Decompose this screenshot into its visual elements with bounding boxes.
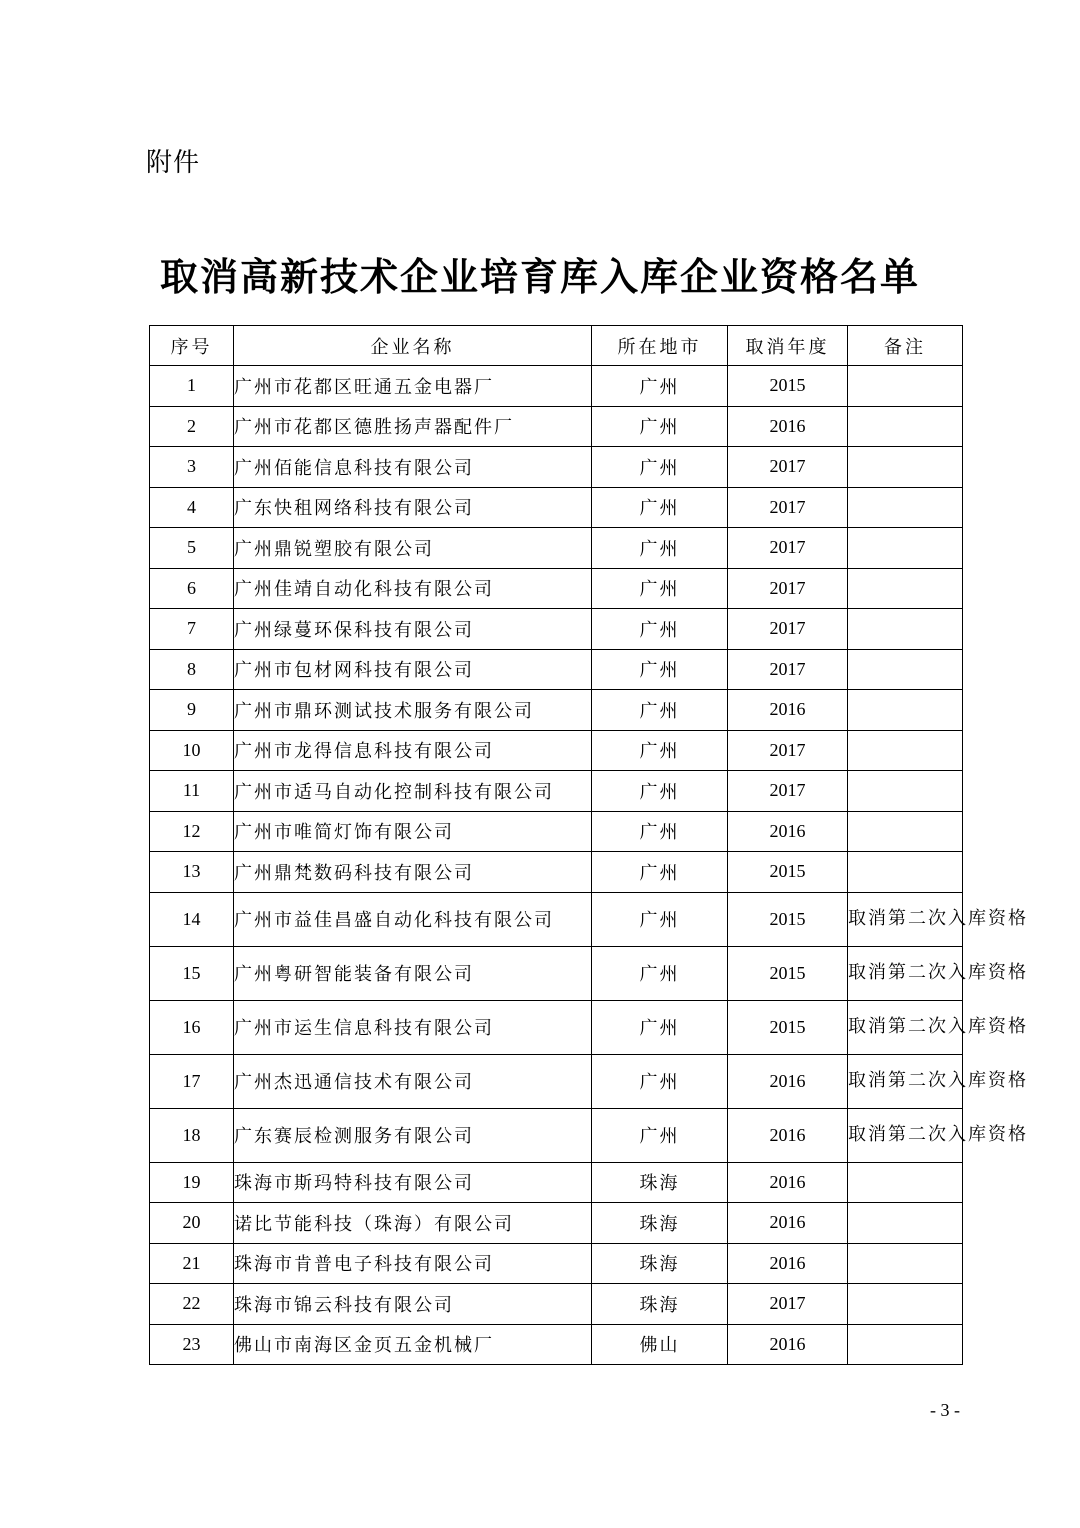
cell-year: 2017 — [728, 528, 848, 569]
cell-note — [848, 690, 963, 731]
cell-no: 8 — [150, 649, 234, 690]
cell-no: 20 — [150, 1203, 234, 1244]
cell-company-name: 广州市适马自动化控制科技有限公司 — [234, 771, 592, 812]
cell-note — [848, 1324, 963, 1365]
cell-city: 广州 — [592, 528, 728, 569]
cell-company-name: 珠海市锦云科技有限公司 — [234, 1284, 592, 1325]
cell-note: 取消第二次入库资格 — [848, 1054, 963, 1108]
cell-city: 广州 — [592, 892, 728, 946]
cell-year: 2015 — [728, 366, 848, 407]
table-row — [150, 771, 963, 812]
cell-note: 取消第二次入库资格 — [848, 1108, 963, 1162]
cell-year: 2015 — [728, 1000, 848, 1054]
cell-no: 13 — [150, 852, 234, 893]
cell-city: 广州 — [592, 690, 728, 731]
cell-year: 2015 — [728, 852, 848, 893]
cell-no: 4 — [150, 487, 234, 528]
table-row — [150, 1108, 963, 1162]
cell-no: 21 — [150, 1243, 234, 1284]
attachment-label: 附件 — [146, 148, 201, 178]
cell-company-name: 广州市龙得信息科技有限公司 — [234, 730, 592, 771]
cell-company-name: 广州市花都区德胜扬声器配件厂 — [234, 406, 592, 447]
cell-year: 2016 — [728, 690, 848, 731]
cell-company-name: 广州市包材网科技有限公司 — [234, 649, 592, 690]
cell-company-name: 广州市益佳昌盛自动化科技有限公司 — [234, 892, 592, 946]
table-row — [150, 1324, 963, 1365]
cell-city: 广州 — [592, 447, 728, 488]
cell-company-name: 广州鼎锐塑胶有限公司 — [234, 528, 592, 569]
cell-company-name: 广州市花都区旺通五金电器厂 — [234, 366, 592, 407]
cell-year: 2016 — [728, 1162, 848, 1203]
table-row — [150, 528, 963, 569]
cell-company-name: 广州鼎梵数码科技有限公司 — [234, 852, 592, 893]
cell-year: 2016 — [728, 1108, 848, 1162]
table-row — [150, 1000, 963, 1054]
cell-note — [848, 406, 963, 447]
cell-city: 广州 — [592, 771, 728, 812]
cell-no: 11 — [150, 771, 234, 812]
cell-company-name: 广州佰能信息科技有限公司 — [234, 447, 592, 488]
cell-year: 2015 — [728, 892, 848, 946]
header-city: 所在地市 — [592, 326, 728, 366]
table-row — [150, 892, 963, 946]
table-row — [150, 1162, 963, 1203]
cell-year: 2016 — [728, 406, 848, 447]
cell-no: 19 — [150, 1162, 234, 1203]
cell-note — [848, 811, 963, 852]
header-note: 备注 — [848, 326, 963, 366]
cell-city: 珠海 — [592, 1243, 728, 1284]
cell-no: 18 — [150, 1108, 234, 1162]
cell-city: 珠海 — [592, 1203, 728, 1244]
table-row — [150, 447, 963, 488]
table-row — [150, 1284, 963, 1325]
cell-no: 12 — [150, 811, 234, 852]
company-list-table — [149, 325, 1028, 1365]
cell-company-name: 广州绿蔓环保科技有限公司 — [234, 609, 592, 650]
cell-city: 广州 — [592, 366, 728, 407]
cell-year: 2017 — [728, 1284, 848, 1325]
cell-company-name: 珠海市肯普电子科技有限公司 — [234, 1243, 592, 1284]
table-row — [150, 730, 963, 771]
cell-note: 取消第二次入库资格 — [848, 892, 963, 946]
cell-year: 2016 — [728, 1203, 848, 1244]
table-row — [150, 690, 963, 731]
cell-city: 佛山 — [592, 1324, 728, 1365]
cell-no: 7 — [150, 609, 234, 650]
cell-city: 广州 — [592, 730, 728, 771]
cell-company-name: 珠海市斯玛特科技有限公司 — [234, 1162, 592, 1203]
table-row — [150, 1054, 963, 1108]
cell-year: 2016 — [728, 1054, 848, 1108]
cell-note — [848, 1284, 963, 1325]
cell-no: 2 — [150, 406, 234, 447]
cell-note — [848, 852, 963, 893]
cell-note — [848, 771, 963, 812]
header-no: 序号 — [150, 326, 234, 366]
cell-year: 2016 — [728, 1243, 848, 1284]
cell-year: 2016 — [728, 1324, 848, 1365]
cell-company-name: 广州市运生信息科技有限公司 — [234, 1000, 592, 1054]
cell-city: 广州 — [592, 568, 728, 609]
cell-company-name: 广东赛辰检测服务有限公司 — [234, 1108, 592, 1162]
cell-no: 1 — [150, 366, 234, 407]
table-body — [150, 366, 1028, 1365]
cell-note — [848, 568, 963, 609]
cell-no: 22 — [150, 1284, 234, 1325]
cell-note: 取消第二次入库资格 — [848, 946, 963, 1000]
cell-note — [848, 609, 963, 650]
cell-company-name: 广州市鼎环测试技术服务有限公司 — [234, 690, 592, 731]
table-header-row — [150, 326, 963, 366]
cell-company-name: 广州市唯简灯饰有限公司 — [234, 811, 592, 852]
cell-note — [848, 366, 963, 407]
cell-no: 5 — [150, 528, 234, 569]
cell-company-name: 广州杰迅通信技术有限公司 — [234, 1054, 592, 1108]
page-number: - 3 - — [930, 1400, 960, 1420]
cell-note — [848, 1243, 963, 1284]
table-row — [150, 609, 963, 650]
cell-city: 珠海 — [592, 1162, 728, 1203]
cell-note — [848, 1162, 963, 1203]
table-row — [150, 487, 963, 528]
table-row — [150, 568, 963, 609]
cell-company-name: 广东快租网络科技有限公司 — [234, 487, 592, 528]
cell-year: 2017 — [728, 568, 848, 609]
table-row — [150, 811, 963, 852]
cell-city: 广州 — [592, 946, 728, 1000]
cell-company-name: 佛山市南海区金页五金机械厂 — [234, 1324, 592, 1365]
cell-note — [848, 528, 963, 569]
cell-no: 6 — [150, 568, 234, 609]
cell-year: 2017 — [728, 771, 848, 812]
table-row — [150, 1203, 963, 1244]
cell-year: 2017 — [728, 649, 848, 690]
cell-note — [848, 649, 963, 690]
cell-no: 17 — [150, 1054, 234, 1108]
cell-city: 广州 — [592, 649, 728, 690]
cell-year: 2017 — [728, 609, 848, 650]
cell-company-name: 广州粤研智能装备有限公司 — [234, 946, 592, 1000]
table-row — [150, 946, 963, 1000]
cell-year: 2017 — [728, 447, 848, 488]
cell-note — [848, 730, 963, 771]
cell-city: 广州 — [592, 1108, 728, 1162]
page-title: 取消高新技术企业培育库入库企业资格名单 — [159, 255, 920, 299]
cell-year: 2015 — [728, 946, 848, 1000]
cell-city: 广州 — [592, 1000, 728, 1054]
cell-city: 广州 — [592, 852, 728, 893]
header-year: 取消年度 — [728, 326, 848, 366]
cell-year: 2017 — [728, 730, 848, 771]
cell-city: 广州 — [592, 1054, 728, 1108]
table-row — [150, 366, 963, 407]
table-row — [150, 852, 963, 893]
cell-no: 16 — [150, 1000, 234, 1054]
cell-note — [848, 1203, 963, 1244]
cell-city: 广州 — [592, 609, 728, 650]
table-row — [150, 406, 963, 447]
cell-company-name: 诺比节能科技（珠海）有限公司 — [234, 1203, 592, 1244]
table-row — [150, 649, 963, 690]
cell-year: 2017 — [728, 487, 848, 528]
cell-city: 广州 — [592, 487, 728, 528]
header-name: 企业名称 — [234, 326, 592, 366]
cell-no: 14 — [150, 892, 234, 946]
cell-note — [848, 487, 963, 528]
cell-no: 10 — [150, 730, 234, 771]
table-row — [150, 1243, 963, 1284]
cell-no: 9 — [150, 690, 234, 731]
cell-note: 取消第二次入库资格 — [848, 1000, 963, 1054]
cell-city: 珠海 — [592, 1284, 728, 1325]
cell-no: 3 — [150, 447, 234, 488]
cell-no: 15 — [150, 946, 234, 1000]
cell-city: 广州 — [592, 811, 728, 852]
cell-no: 23 — [150, 1324, 234, 1365]
cell-year: 2016 — [728, 811, 848, 852]
cell-company-name: 广州佳靖自动化科技有限公司 — [234, 568, 592, 609]
cell-city: 广州 — [592, 406, 728, 447]
cell-note — [848, 447, 963, 488]
